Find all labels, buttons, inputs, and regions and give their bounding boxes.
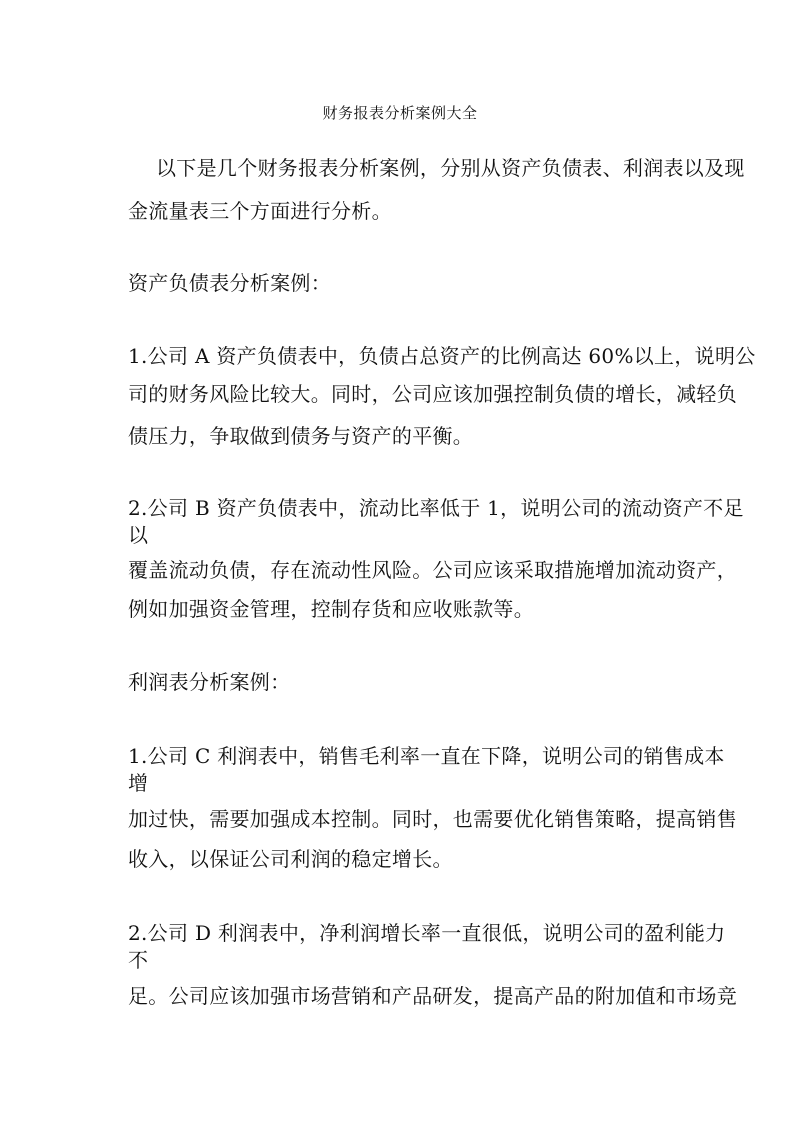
income-case-2-line-2: 不 bbox=[128, 948, 149, 972]
income-case-1-line-3: 加过快，需要加强成本控制。同时，也需要优化销售策略，提高销售 bbox=[128, 807, 737, 831]
balance-case-1-line-3: 债压力，争取做到债务与资产的平衡。 bbox=[128, 424, 474, 448]
intro-line-2: 金流量表三个方面进行分析。 bbox=[128, 199, 392, 223]
balance-case-2-line-2: 以 bbox=[128, 523, 149, 547]
balance-case-2-line-1: 2.公司 B 资产负债表中，流动比率低于 1，说明公司的流动资产不足 bbox=[128, 496, 744, 520]
balance-case-2-line-3: 覆盖流动负债，存在流动性风险。公司应该采取措施增加流动资产， bbox=[128, 558, 737, 582]
balance-case-2-line-4: 例如加强资金管理，控制存货和应收账款等。 bbox=[128, 597, 534, 621]
income-case-1-line-2: 增 bbox=[128, 771, 149, 795]
intro-line-1: 以下是几个财务报表分析案例，分别从资产负债表、利润表以及现 bbox=[156, 156, 745, 180]
income-case-2-line-1: 2.公司 D 利润表中，净利润增长率一直很低，说明公司的盈利能力 bbox=[128, 921, 726, 945]
balance-case-1-line-2: 司的财务风险比较大。同时，公司应该加强控制负债的增长，减轻负 bbox=[128, 382, 737, 406]
income-heading: 利润表分析案例： bbox=[128, 670, 291, 694]
income-case-1-line-1: 1.公司 C 利润表中，销售毛利率一直在下降，说明公司的销售成本 bbox=[128, 744, 725, 768]
income-case-2-line-3: 足。公司应该加强市场营销和产品研发，提高产品的附加值和市场竞 bbox=[128, 984, 737, 1008]
income-case-1-line-4: 收入，以保证公司利润的稳定增长。 bbox=[128, 847, 453, 871]
document-title: 财务报表分析案例大全 bbox=[322, 104, 478, 122]
balance-sheet-heading: 资产负债表分析案例： bbox=[128, 271, 331, 295]
balance-case-1-line-1: 1.公司 A 资产负债表中，负债占总资产的比例高达 60%以上，说明公 bbox=[128, 344, 756, 368]
